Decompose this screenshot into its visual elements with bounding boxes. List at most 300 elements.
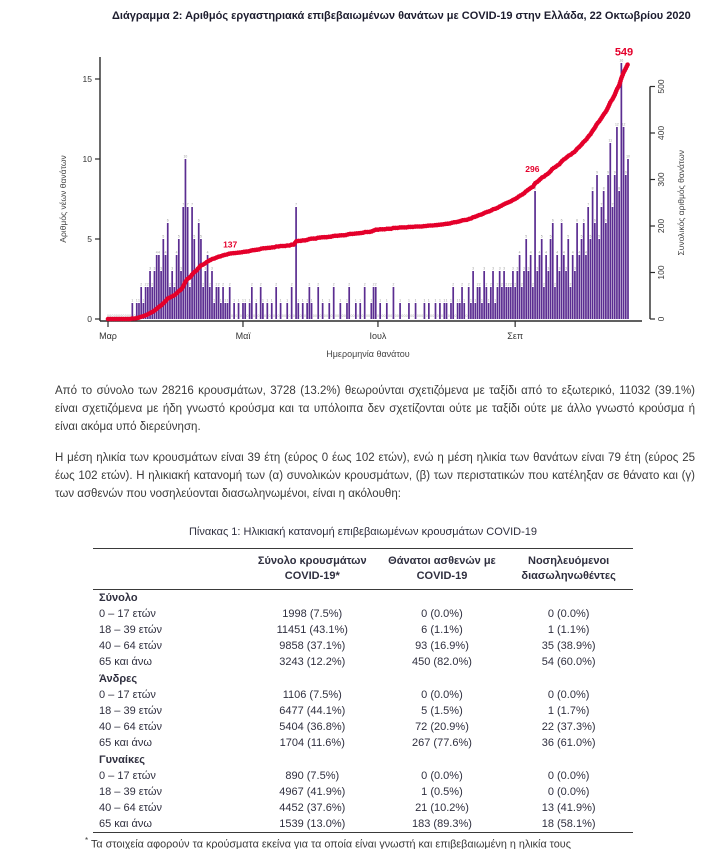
bar-zero-label: 0 bbox=[447, 314, 450, 318]
bar-zero-label: 0 bbox=[109, 314, 112, 318]
daily-deaths-bar bbox=[549, 223, 554, 319]
bar-zero-label: 0 bbox=[326, 314, 329, 318]
table-row bbox=[93, 719, 633, 735]
bar-value-label: 1 bbox=[354, 298, 357, 303]
footnote-text: Τα στοιχεία αφορούν τα κρούσματα εκείνα για τα οποία είναι γνωστή και επιβεβαιωμένη η ηλικία τους bbox=[90, 838, 571, 849]
bar-value-label: 3 bbox=[547, 266, 550, 271]
bar-zero-label: 0 bbox=[133, 314, 136, 318]
daily-deaths-bar bbox=[517, 271, 519, 319]
bar-value-label: 2 bbox=[202, 282, 205, 287]
bar-value-label: 6 bbox=[593, 218, 596, 223]
daily-deaths-bar bbox=[531, 191, 539, 319]
bar-value-label: 2 bbox=[208, 282, 211, 287]
bar-zero-label: 0 bbox=[396, 314, 399, 318]
table-cell: 1704 (11.6%) bbox=[279, 737, 345, 750]
bar-zero-label: 0 bbox=[111, 314, 114, 318]
bar-value-label: 2 bbox=[188, 282, 191, 287]
bar-value-label: 8 bbox=[618, 186, 621, 191]
table-cell: 36 (61.0%) bbox=[541, 737, 596, 750]
daily-deaths-bar bbox=[509, 271, 517, 319]
daily-deaths-bar bbox=[530, 255, 532, 319]
bar-zero-label: 0 bbox=[343, 314, 346, 318]
bar-zero-label: 0 bbox=[284, 314, 286, 318]
table-caption: Πίνακας 1: Ηλικιακή κατανομή επιβεβαιωμένων κρουσμάτων COVID-19 bbox=[188, 525, 538, 538]
bar-value-label: 1 bbox=[138, 298, 140, 303]
daily-deaths-bar bbox=[611, 175, 616, 319]
bar-zero-label: 0 bbox=[268, 314, 271, 318]
bar-value-label: 3 bbox=[153, 266, 156, 271]
bar-zero-label: 0 bbox=[341, 314, 344, 318]
bar-zero-label: 0 bbox=[403, 314, 406, 318]
milestone-annotation: 296 bbox=[525, 163, 540, 174]
bar-value-label: 7 bbox=[182, 202, 185, 207]
bar-value-label: 3 bbox=[536, 266, 539, 271]
bar-value-label: 2 bbox=[485, 282, 488, 287]
daily-deaths-bar bbox=[489, 271, 497, 319]
daily-deaths-bar bbox=[447, 303, 452, 319]
daily-deaths-bar bbox=[593, 175, 601, 319]
bar-value-label: 2 bbox=[215, 282, 218, 287]
bar-value-label: 5 bbox=[598, 234, 601, 239]
bar-zero-label: 0 bbox=[454, 314, 457, 318]
bar-value-label: 5 bbox=[162, 234, 165, 239]
bar-value-label: 2 bbox=[476, 282, 479, 287]
bar-value-label: 1 bbox=[286, 298, 289, 303]
daily-deaths-bar bbox=[164, 223, 169, 319]
bar-zero-label: 0 bbox=[365, 314, 368, 318]
daily-deaths-bar bbox=[169, 287, 171, 319]
table-row bbox=[93, 703, 633, 719]
x-tick-label: Σεπ bbox=[507, 331, 524, 341]
bar-value-label: 9 bbox=[596, 170, 598, 175]
bar-value-label: 9 bbox=[624, 170, 627, 175]
bar-value-label: 1 bbox=[213, 298, 216, 303]
daily-deaths-bar bbox=[547, 271, 549, 319]
bar-value-label: 4 bbox=[545, 250, 548, 255]
bar-value-label: 1 bbox=[244, 298, 247, 303]
bar-value-label: 2 bbox=[317, 282, 320, 287]
daily-deaths-bar bbox=[200, 239, 205, 319]
bar-value-label: 6 bbox=[576, 218, 579, 223]
bar-zero-label: 0 bbox=[441, 314, 444, 318]
bar-value-label: 3 bbox=[511, 266, 514, 271]
bar-zero-label: 0 bbox=[230, 314, 233, 318]
table-body bbox=[93, 589, 633, 833]
bar-value-label: 1 bbox=[328, 298, 331, 303]
y-tick-label-left: 10 bbox=[82, 154, 92, 164]
bar-zero-label: 0 bbox=[115, 314, 118, 318]
table-cell: 21 (10.2%) bbox=[415, 802, 469, 815]
daily-deaths-bar bbox=[188, 207, 196, 319]
daily-deaths-bar bbox=[569, 255, 574, 319]
table-cell: 5404 (36.8%) bbox=[279, 721, 346, 734]
bar-value-label: 1 bbox=[474, 298, 477, 303]
daily-deaths-bar bbox=[494, 303, 496, 319]
table-cell: 0 (0.0%) bbox=[547, 769, 590, 782]
bar-value-label: 1 bbox=[481, 298, 483, 303]
daily-deaths-bar bbox=[208, 271, 216, 319]
daily-deaths-bar bbox=[239, 303, 244, 319]
age-group-label: 0 – 17 ετών bbox=[99, 769, 156, 782]
table-cell: 72 (20.9%) bbox=[415, 721, 469, 734]
table-cell: 3243 (12.2%) bbox=[279, 656, 346, 669]
daily-deaths-bar bbox=[496, 271, 501, 319]
daily-deaths-bar bbox=[587, 207, 592, 319]
bar-value-label: 6 bbox=[560, 218, 563, 223]
table-cell: 890 (7.5%) bbox=[285, 769, 340, 782]
daily-deaths-bar bbox=[520, 271, 525, 319]
bar-zero-label: 0 bbox=[350, 314, 353, 318]
bar-zero-label: 0 bbox=[377, 314, 379, 318]
bar-value-label: 1 bbox=[306, 298, 309, 303]
bar-value-label: 1 bbox=[237, 298, 240, 303]
daily-deaths-bar bbox=[580, 223, 585, 319]
bar-value-label: 1 bbox=[248, 298, 251, 303]
bar-value-label: 9 bbox=[607, 170, 610, 175]
y-axis-left-title: Αριθμός νέων θανάτων bbox=[58, 155, 68, 243]
bar-zero-label: 0 bbox=[410, 314, 413, 318]
bar-value-label: 1 bbox=[450, 298, 452, 303]
daily-deaths-bar bbox=[500, 271, 508, 319]
table-cell: 267 (77.6%) bbox=[412, 737, 472, 750]
bar-value-label: 1 bbox=[255, 298, 258, 303]
bar-value-label: 2 bbox=[217, 282, 220, 287]
table-cell: 93 (16.9%) bbox=[415, 640, 469, 653]
x-axis-title: Ημερομηνία θανάτου bbox=[326, 349, 410, 359]
bar-value-label: 2 bbox=[496, 282, 499, 287]
daily-deaths-bar bbox=[175, 239, 180, 319]
table-section-row bbox=[93, 589, 633, 606]
daily-deaths-bar bbox=[581, 239, 583, 319]
y-tick-label-left: 15 bbox=[82, 74, 92, 84]
daily-deaths-bar bbox=[486, 287, 488, 319]
bar-value-label: 2 bbox=[467, 282, 470, 287]
bar-zero-label: 0 bbox=[357, 314, 359, 318]
bar-zero-label: 0 bbox=[257, 314, 260, 318]
bar-value-label: 3 bbox=[149, 266, 151, 271]
bar-value-label: 3 bbox=[527, 266, 530, 271]
age-group-label: 0 – 17 ετών bbox=[99, 607, 156, 620]
x-tick-label: Μαϊ bbox=[235, 331, 251, 341]
bar-value-label: 4 bbox=[556, 250, 559, 255]
bar-value-label: 5 bbox=[580, 234, 583, 239]
table-row bbox=[93, 816, 633, 833]
bar-value-label: 5 bbox=[567, 234, 570, 239]
bar-value-label: 1 bbox=[458, 298, 461, 303]
x-tick-label: Ιουλ bbox=[369, 331, 387, 341]
bar-value-label: 3 bbox=[472, 266, 475, 271]
daily-deaths-bar bbox=[605, 223, 607, 319]
bar-value-label: 9 bbox=[613, 170, 616, 175]
bar-zero-label: 0 bbox=[264, 314, 267, 318]
daily-deaths-bar bbox=[578, 255, 580, 319]
bar-value-label: 5 bbox=[589, 234, 592, 239]
bar-value-label: 4 bbox=[585, 250, 587, 255]
bar-value-label: 1 bbox=[494, 298, 497, 303]
bar-value-label: 2 bbox=[478, 282, 481, 287]
table-cell: 0 (0.0%) bbox=[421, 607, 463, 620]
table-section-name: Άνδρες bbox=[99, 672, 138, 685]
bar-value-label: 3 bbox=[492, 266, 494, 271]
daily-deaths-bar bbox=[624, 159, 629, 319]
bar-value-label: 8 bbox=[591, 186, 594, 191]
daily-deaths-bar bbox=[202, 287, 204, 319]
paragraph-age-distribution: Η μέση ηλικία των κρουσμάτων είναι 39 έτη (εύρος 0 έως 102 ετών), ενώ η μέση ηλικία των θανάτων είναι 79 έτη (εύρος 25 έως 102 ετών). Η ηλικιακή κατανομή των (α) συνολικών κρουσμάτων, (β) των περιστατικών που κατέληξαν σε θάνατο και (γ) των ασθενών που νοσηλεύονται διασωληνωμένοι, είναι η ακόλουθη: bbox=[55, 452, 695, 501]
bar-zero-label: 0 bbox=[419, 314, 421, 318]
daily-deaths-bar bbox=[525, 239, 530, 319]
bar-zero-label: 0 bbox=[319, 314, 322, 318]
bar-value-label: 1 bbox=[407, 298, 410, 303]
bar-zero-label: 0 bbox=[323, 314, 326, 318]
daily-deaths-bar bbox=[373, 287, 375, 319]
daily-deaths-bar bbox=[565, 271, 567, 319]
bar-zero-label: 0 bbox=[361, 314, 364, 318]
daily-deaths-bar bbox=[590, 239, 592, 319]
bar-value-label: 7 bbox=[191, 202, 194, 207]
table-cell: 0 (0.0%) bbox=[547, 607, 590, 620]
bar-value-label: 1 bbox=[359, 298, 362, 303]
bar-value-label: 1 bbox=[427, 298, 430, 303]
bar-value-label: 2 bbox=[151, 282, 154, 287]
bar-value-label: 1 bbox=[423, 298, 426, 303]
bar-value-label: 8 bbox=[534, 186, 537, 191]
table-cell: 11451 (43.1%) bbox=[276, 624, 348, 637]
daily-deaths-bar bbox=[470, 303, 472, 319]
bar-value-label: 7 bbox=[587, 202, 590, 207]
bar-value-label: 16 bbox=[619, 58, 624, 63]
bar-zero-label: 0 bbox=[436, 314, 439, 318]
table-section-row bbox=[93, 751, 633, 767]
bar-value-label: 3 bbox=[516, 266, 519, 271]
bar-zero-label: 0 bbox=[352, 314, 355, 318]
daily-deaths-bar bbox=[487, 287, 492, 319]
table-row bbox=[93, 800, 633, 816]
y-tick-label-left: 0 bbox=[87, 314, 92, 324]
deaths-chart bbox=[18, 24, 726, 367]
paragraph-cases-origin: Από το σύνολο των 28216 κρουσμάτων, 3728 (13.2%) θεωρούνται σχετιζόμενα με ταξίδι από το εξωτερικό, 11032 (39.1%) είναι σχετιζόμενα με ήδη γνωστό κρούσμα και τα υπόλοιπα δεν σχετίζονται ούτε με ταξίδι ούτε με άλλο γνωστό κρούσμα ή είναι ακόμα υπό διερεύνηση. bbox=[55, 385, 695, 433]
header-empty bbox=[93, 548, 245, 589]
bar-value-label: 2 bbox=[461, 282, 463, 287]
age-group-label: 65 και άνω bbox=[99, 737, 152, 750]
bar-zero-label: 0 bbox=[129, 314, 132, 318]
bar-value-label: 6 bbox=[551, 218, 554, 223]
table-cell: 35 (38.9%) bbox=[541, 640, 596, 653]
bar-value-label: 1 bbox=[219, 298, 222, 303]
daily-deaths-bar bbox=[554, 287, 556, 319]
daily-deaths-bar bbox=[213, 303, 215, 319]
daily-deaths-bar bbox=[180, 271, 182, 319]
bar-value-label: 2 bbox=[452, 282, 455, 287]
daily-deaths-bar bbox=[207, 255, 209, 319]
bar-value-label: 3 bbox=[498, 266, 501, 271]
bar-value-label: 1 bbox=[224, 298, 227, 303]
bar-value-label: 4 bbox=[538, 250, 541, 255]
daily-deaths-bar bbox=[604, 175, 609, 319]
bar-value-label: 1 bbox=[434, 298, 437, 303]
bar-value-label: 1 bbox=[270, 298, 273, 303]
table-cell: 5 (1.5%) bbox=[421, 704, 463, 717]
daily-deaths-bar bbox=[550, 239, 552, 319]
bar-value-label: 3 bbox=[180, 266, 182, 271]
daily-deaths-bar bbox=[370, 303, 372, 319]
bar-value-label: 4 bbox=[157, 250, 160, 255]
bar-value-label: 3 bbox=[483, 266, 486, 271]
bar-value-label: 1 bbox=[463, 298, 466, 303]
bar-zero-label: 0 bbox=[292, 314, 295, 318]
bar-value-label: 5 bbox=[199, 234, 202, 239]
bar-zero-label: 0 bbox=[107, 314, 109, 318]
bar-value-label: 2 bbox=[372, 282, 375, 287]
daily-deaths-bar bbox=[521, 287, 523, 319]
y-tick-label-left: 5 bbox=[87, 234, 92, 244]
bar-zero-label: 0 bbox=[315, 314, 317, 318]
age-distribution-table bbox=[93, 548, 633, 834]
bar-value-label: 1 bbox=[233, 298, 236, 303]
daily-deaths-bar bbox=[160, 271, 162, 319]
bar-value-label: 2 bbox=[507, 282, 510, 287]
bar-value-label: 2 bbox=[290, 282, 293, 287]
bar-zero-label: 0 bbox=[303, 314, 306, 318]
table-cell: 1 (0.5%) bbox=[421, 785, 463, 798]
y-tick-label-right: 200 bbox=[656, 218, 666, 234]
bar-value-label: 2 bbox=[140, 282, 143, 287]
bar-value-label: 6 bbox=[582, 218, 585, 223]
bar-zero-label: 0 bbox=[430, 314, 433, 318]
bar-value-label: 10 bbox=[626, 154, 630, 159]
bar-zero-label: 0 bbox=[235, 314, 238, 318]
y-tick-label-right: 0 bbox=[656, 316, 666, 322]
bar-value-label: 12 bbox=[621, 122, 626, 127]
bar-value-label: 1 bbox=[242, 298, 244, 303]
bar-value-label: 1 bbox=[226, 298, 229, 303]
bar-value-label: 1 bbox=[321, 298, 324, 303]
milestone-annotation: 549 bbox=[614, 46, 634, 59]
bar-zero-label: 0 bbox=[421, 314, 424, 318]
daily-deaths-bar bbox=[612, 207, 614, 319]
bar-value-label: 2 bbox=[348, 282, 351, 287]
daily-deaths-bar bbox=[567, 239, 569, 319]
daily-deaths-bar bbox=[536, 271, 538, 319]
bar-value-label: 2 bbox=[363, 282, 366, 287]
table-cell: 4452 (37.6%) bbox=[279, 802, 346, 815]
bar-value-label: 4 bbox=[518, 250, 521, 255]
table-section-name: Γυναίκες bbox=[99, 753, 146, 766]
table-cell: 6 (1.1%) bbox=[421, 624, 463, 637]
daily-deaths-bar bbox=[601, 207, 603, 319]
bar-value-label: 1 bbox=[266, 298, 269, 303]
daily-deaths-bar bbox=[543, 287, 545, 319]
bar-value-label: 1 bbox=[142, 298, 145, 303]
table-cell: 0 (0.0%) bbox=[421, 769, 463, 782]
daily-deaths-bar bbox=[514, 287, 516, 319]
bar-value-label: 2 bbox=[173, 282, 176, 287]
table-row bbox=[93, 784, 633, 800]
bar-value-label: 1 bbox=[301, 298, 304, 303]
bar-zero-label: 0 bbox=[425, 314, 428, 318]
bar-value-label: 2 bbox=[146, 282, 149, 287]
bar-value-label: 4 bbox=[578, 250, 581, 255]
bar-value-label: 2 bbox=[554, 282, 556, 287]
x-tick-label: Μαρ bbox=[99, 331, 117, 341]
daily-deaths-bar bbox=[182, 207, 184, 319]
bar-value-label: 3 bbox=[171, 266, 174, 271]
bar-value-label: 2 bbox=[489, 282, 492, 287]
table-cell: 0 (0.0%) bbox=[547, 785, 590, 798]
daily-deaths-bar bbox=[609, 143, 611, 319]
table-section-name: Σύνολο bbox=[99, 591, 138, 604]
table-cell: 1 (1.7%) bbox=[547, 704, 590, 717]
header-total-cases: Σύνολο κρουσμάτων COVID-19* bbox=[257, 554, 367, 582]
bar-value-label: 10 bbox=[183, 154, 188, 159]
bar-value-label: 1 bbox=[487, 298, 490, 303]
bar-value-label: 2 bbox=[514, 282, 517, 287]
daily-deaths-bar bbox=[539, 255, 541, 319]
table-cell: 4967 (41.9%) bbox=[279, 785, 346, 798]
bar-value-label: 4 bbox=[175, 250, 178, 255]
bar-value-label: 1 bbox=[456, 298, 459, 303]
daily-deaths-bar bbox=[459, 303, 461, 319]
bar-value-label: 2 bbox=[509, 282, 512, 287]
bar-zero-label: 0 bbox=[281, 314, 284, 318]
daily-deaths-bar bbox=[185, 159, 187, 319]
table-cell: 22 (37.3%) bbox=[541, 721, 596, 734]
bar-zero-label: 0 bbox=[122, 314, 125, 318]
daily-deaths-bar bbox=[508, 287, 510, 319]
bar-value-label: 1 bbox=[469, 298, 472, 303]
bar-value-label: 5 bbox=[540, 234, 543, 239]
bar-value-label: 2 bbox=[250, 282, 253, 287]
bar-zero-label: 0 bbox=[330, 314, 333, 318]
daily-deaths-bar bbox=[483, 271, 488, 319]
age-group-label: 0 – 17 ετών bbox=[99, 688, 156, 701]
daily-deaths-bar bbox=[573, 223, 581, 319]
bar-zero-label: 0 bbox=[401, 314, 404, 318]
daily-deaths-bar bbox=[510, 287, 512, 319]
age-group-label: 40 – 64 ετών bbox=[99, 640, 162, 653]
daily-deaths-bar bbox=[621, 63, 623, 319]
daily-deaths-bar bbox=[140, 287, 145, 319]
daily-deaths-bar bbox=[257, 287, 262, 319]
bar-value-label: 1 bbox=[310, 298, 313, 303]
bar-value-label: 7 bbox=[186, 202, 189, 207]
daily-deaths-bar bbox=[598, 239, 600, 319]
bar-value-label: 4 bbox=[571, 250, 574, 255]
bar-zero-label: 0 bbox=[390, 314, 393, 318]
bar-value-label: 2 bbox=[169, 282, 171, 287]
bar-zero-label: 0 bbox=[368, 314, 371, 318]
bar-value-label: 6 bbox=[604, 218, 607, 223]
header-intubated: Νοσηλευόμενοι διασωληνωθέντες bbox=[521, 554, 616, 582]
table-cell: 54 (60.0%) bbox=[541, 656, 596, 669]
daily-deaths-bar bbox=[488, 303, 490, 319]
age-group-label: 18 – 39 ετών bbox=[99, 785, 162, 798]
milestone-annotation: 137 bbox=[223, 239, 238, 250]
daily-deaths-bar bbox=[623, 127, 625, 319]
table-cell: 13 (41.9%) bbox=[541, 802, 596, 815]
table-row bbox=[93, 638, 633, 654]
table-cell: 9858 (37.1%) bbox=[279, 640, 346, 653]
table-row bbox=[93, 606, 633, 622]
daily-deaths-bar bbox=[477, 287, 479, 319]
table-row bbox=[93, 735, 633, 751]
daily-deaths-bar bbox=[227, 303, 229, 319]
bar-value-label: 3 bbox=[573, 266, 576, 271]
bar-zero-label: 0 bbox=[118, 314, 121, 318]
bar-zero-label: 0 bbox=[388, 314, 390, 318]
bar-value-label: 6 bbox=[166, 218, 169, 223]
bar-zero-label: 0 bbox=[465, 314, 468, 318]
table-row bbox=[93, 622, 633, 638]
